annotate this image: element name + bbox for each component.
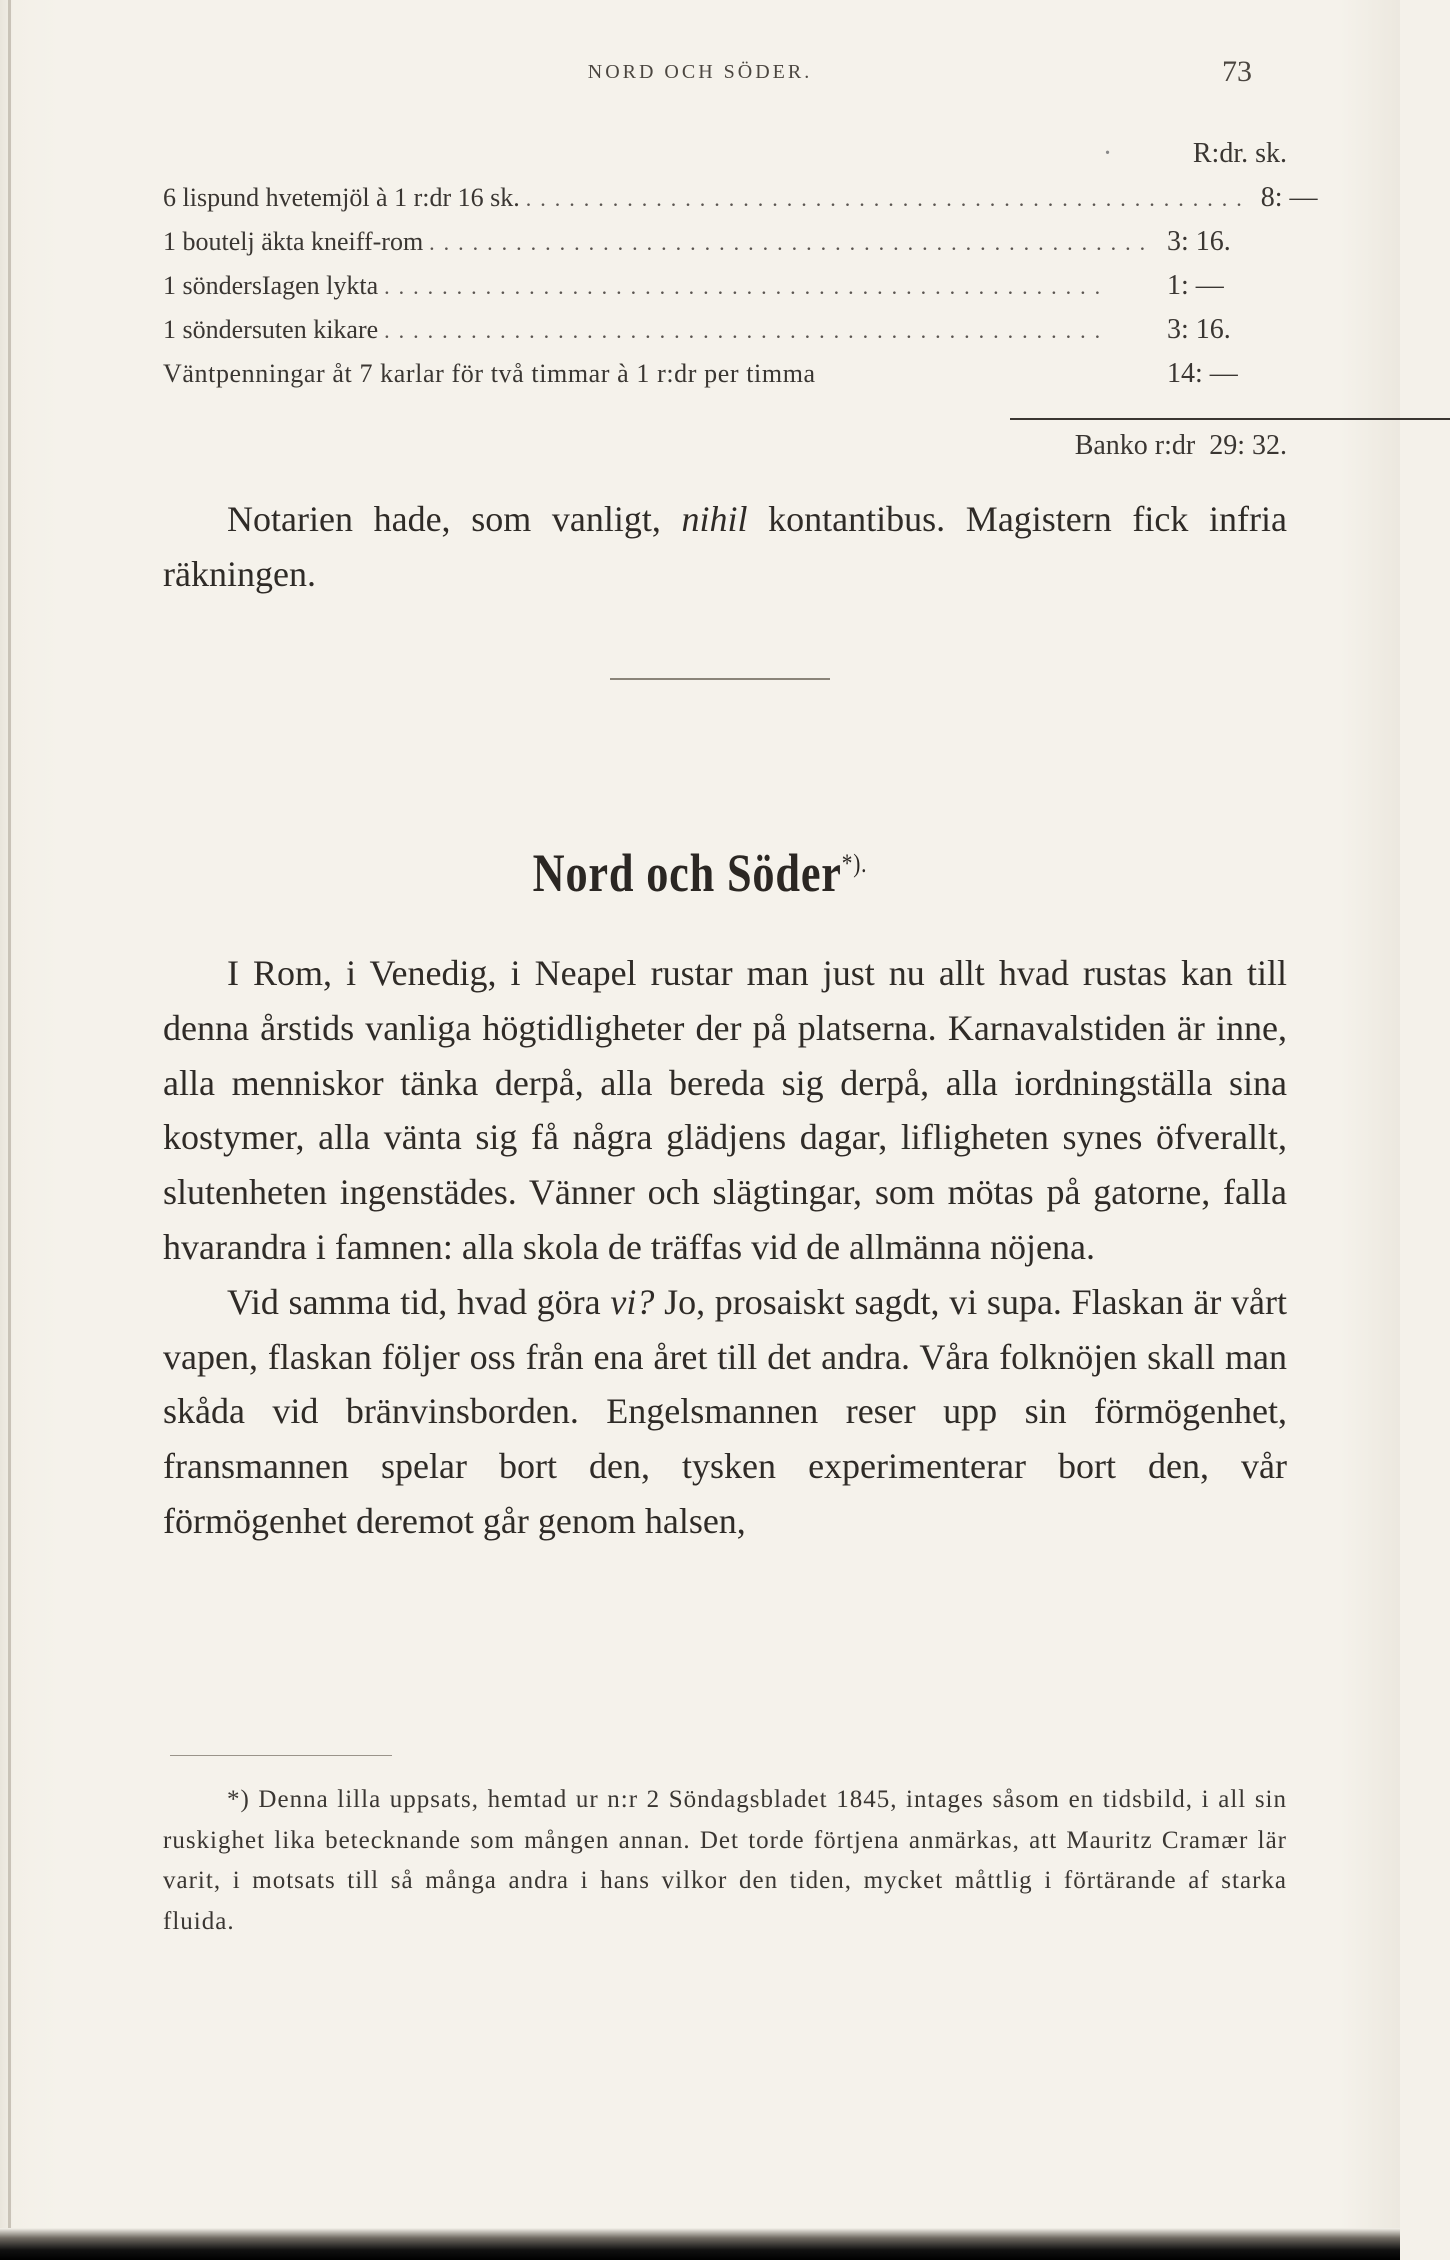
account-item <box>163 358 1287 402</box>
account-total <box>987 430 1287 462</box>
account-item-description: 1 boutelj äkta kneiff-rom <box>163 227 424 256</box>
leader-dots: .................................................. <box>429 230 1155 255</box>
leader-dots: .................................................. <box>525 186 1251 211</box>
paragraph-2 <box>163 1275 1287 1549</box>
stray-mark: · <box>1102 138 1113 169</box>
section-title-text: Nord och Söder <box>532 843 842 903</box>
notarien-italic: nihil <box>681 499 748 539</box>
account-item-amount: 3: 16. <box>1167 314 1231 345</box>
account-item <box>163 314 1287 358</box>
leader-dots: .................................................. <box>384 318 1110 343</box>
scan-bottom-edge <box>0 2228 1400 2260</box>
account-item-description: Väntpenningar åt 7 karlar för två timmar à 1 r:dr per timma <box>163 359 816 388</box>
section-separator <box>610 678 830 680</box>
account-total-amount: 29: 32. <box>1209 430 1287 461</box>
account-item <box>163 226 1287 270</box>
paragraph-2-start: Vid samma tid, hvad göra <box>227 1281 611 1322</box>
running-head <box>0 55 1400 95</box>
account-item-amount: 8: — <box>1260 182 1318 213</box>
account-total-label: Banko r:dr <box>1074 430 1196 461</box>
notarien-text: Notarien hade, som vanligt, <box>227 499 682 539</box>
account-item-amount: 14: — <box>1167 358 1238 389</box>
section-title <box>126 842 1274 904</box>
currency-unit-label: R:dr. sk. <box>1192 138 1287 169</box>
account-item-amount: 3: 16. <box>1167 226 1231 257</box>
account-item-description: 6 lispund hvetemjöl à 1 r:dr 16 sk. <box>163 183 520 212</box>
account-item <box>163 270 1287 314</box>
account-item-amount: 1: — <box>1167 270 1224 301</box>
main-text <box>163 946 1287 1549</box>
account-item-description: 1 söndersuten kikare <box>163 315 379 344</box>
account-item <box>163 182 1318 226</box>
running-head-title: NORD OCH SÖDER. <box>587 61 813 83</box>
footnote-text: *) Denna lilla uppsats, hemtad ur n:r 2 Söndagsbladet 1845, intages såsom en tidsbild, i all sin ruskighet lika betecknande som mången annan. Det torde förtjena anmärkas, att Mauritz Cramær lär varit, i motsats till så många andra i hans vilkor den tiden, mycket måttlig i förtärande af starka fluida. <box>163 1786 1287 1935</box>
leader-dots: .................................................. <box>384 274 1110 299</box>
footnote <box>163 1780 1287 1942</box>
currency-unit-header <box>1102 138 1287 170</box>
footnote-rule <box>170 1755 392 1756</box>
paragraph-1: I Rom, i Venedig, i Neapel rustar man just nu allt hvad rustas kan till denna årstids vanliga högtidligheter der på platserna. Karnavalstiden är inne, alla menniskor tänka derpå, alla bereda sig derpå, alla iordningställa sina kostymer, alla vänta sig få några glädjens dagar, lifligheten synes öfverallt, slutenheten ingenstädes. Vänner och slägtingar, som mötas på gatorne, falla hvarandra i famnen: alla skola de träffas vid de allmänna nöjena. <box>163 953 1287 1267</box>
sum-rule <box>1010 418 1450 420</box>
page-edge-shadow <box>8 0 11 2260</box>
paragraph-2-rest: Jo, prosaiskt sagdt, vi supa. Flaskan är vårt vapen, flaskan följer oss från ena året till det andra. Våra folknöjen skall man skåda vid bränvinsborden. Engelsmannen reser upp sin förmögenhet, fransmannen spelar bort den, tysken experimenterar bort den, vår förmögenhet deremot går genom halsen, <box>163 1281 1287 1541</box>
paragraph-2-italic: vi? <box>610 1281 655 1322</box>
account-item-description: 1 söndersIagen lykta <box>163 271 379 300</box>
notarien-text-end: kontantibus. Magistern fick infria räkningen. <box>163 499 1287 594</box>
page-number: 73 <box>1222 55 1252 88</box>
footnote-mark: *). <box>841 849 868 878</box>
notarien-paragraph <box>163 492 1287 602</box>
